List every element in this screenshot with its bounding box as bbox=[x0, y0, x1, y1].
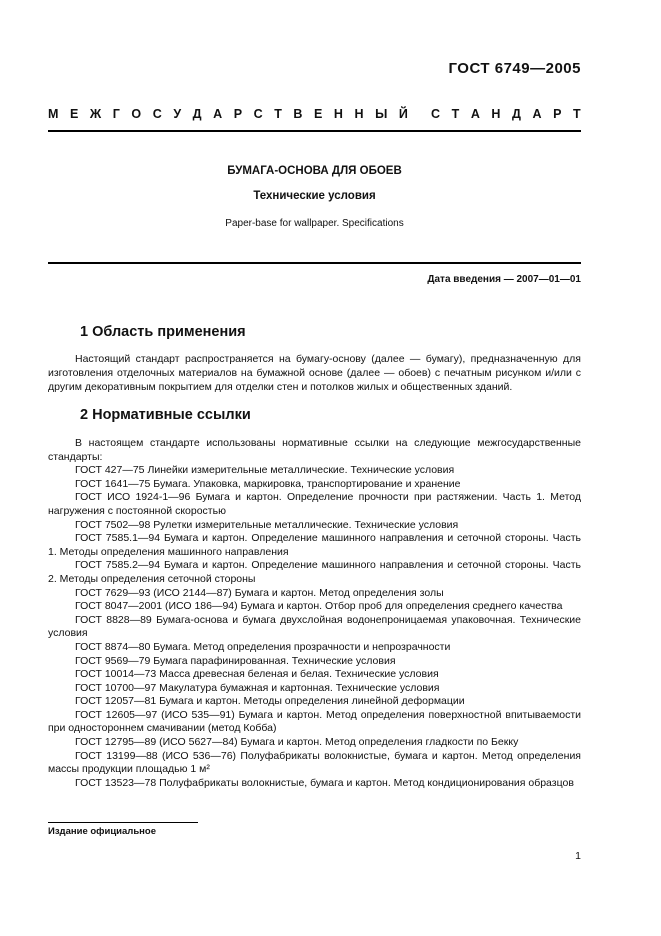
standard-kind-letter: Ж bbox=[89, 107, 102, 121]
reference-item: ГОСТ 8828—89 Бумага-основа и бумага двухслойная водонепроницаемая упаковочная. Технические условия bbox=[48, 613, 581, 640]
document-subtitle: Технические условия bbox=[253, 190, 376, 202]
standard-kind-letter: Р bbox=[553, 107, 562, 121]
reference-item: ГОСТ 8874—80 Бумага. Метод определения прозрачности и непрозрачности bbox=[75, 640, 451, 653]
reference-item: ГОСТ 12605—97 (ИСО 535—91) Бумага и картон. Метод определения поверхностной впитываемости при одностороннем смачивании (метод Кобба) bbox=[48, 708, 581, 735]
standard-kind-letter: С bbox=[431, 107, 441, 121]
standard-kind-letter: Е bbox=[69, 107, 79, 121]
standard-kind-letter: Г bbox=[112, 107, 120, 121]
standard-kind-letter: О bbox=[131, 107, 142, 121]
reference-item: ГОСТ 7629—93 (ИСО 2144—87) Бумага и картон. Метод определения золы bbox=[75, 586, 444, 599]
section-1-paragraph: Настоящий стандарт распространяется на бумагу-основу (далее — бумагу), предназначенную для изготовления отделочных материалов на бумажной основе (далее — обоев) с печатным рисунком и/или с другим декоративным покрытием для отделки стен и потолков жилых и общественных зданий. bbox=[48, 353, 581, 393]
section-1-text bbox=[48, 352, 581, 394]
standard-kind-letter: Ы bbox=[375, 107, 388, 121]
middle-divider bbox=[48, 262, 581, 264]
standard-kind-letter: Р bbox=[233, 107, 243, 121]
reference-item: ГОСТ 7585.1—94 Бумага и картон. Определение машинного направления и сеточной стороны. Часть 1. Методы определения машинного направления bbox=[48, 532, 581, 558]
reference-item: ГОСТ 7585.2—94 Бумага и картон. Определение машинного направления и сеточной стороны. Часть 2. Методы определения сеточной стороны bbox=[48, 559, 581, 585]
standard-kind-letter: Н bbox=[491, 107, 501, 121]
standard-kind-letter: Д bbox=[512, 107, 521, 121]
section-1-heading: 1 Область применения bbox=[80, 324, 246, 340]
standard-kind-letter: Н bbox=[333, 107, 343, 121]
standard-kind-letter: А bbox=[532, 107, 542, 121]
introduction-date: Дата введения — 2007—01—01 bbox=[427, 274, 581, 285]
standard-kind-letter: Т bbox=[451, 107, 460, 121]
reference-item: ГОСТ ИСО 1924-1—96 Бумага и картон. Определение прочности при растяжении. Часть 1. Метод нагружения с постоянной скоростью bbox=[48, 491, 581, 517]
reference-item: ГОСТ 13199—88 (ИСО 536—76) Полуфабрикаты волокнистые, бумага и картон. Метод определения массы продукции площадью 1 м² bbox=[48, 749, 581, 776]
standard-kind-letter: Т bbox=[274, 107, 282, 121]
references-list bbox=[48, 437, 581, 790]
reference-item: ГОСТ 12057—81 Бумага и картон. Методы определения линейной деформации bbox=[75, 695, 465, 708]
standard-kind-letter: В bbox=[293, 107, 303, 121]
english-title: Paper-base for wallpaper. Specifications bbox=[225, 218, 404, 229]
document-code: ГОСТ 6749—2005 bbox=[448, 60, 581, 77]
reference-item: ГОСТ 12795—89 (ИСО 5627—84) Бумага и картон. Метод определения гладкости по Бекку bbox=[75, 736, 519, 749]
section-2-heading: 2 Нормативные ссылки bbox=[80, 407, 251, 423]
page-number: 1 bbox=[575, 850, 581, 862]
standard-kind-letter: Й bbox=[398, 107, 408, 121]
standard-kind-letter: Т bbox=[572, 107, 581, 121]
reference-item: ГОСТ 8047—2001 (ИСО 186—94) Бумага и картон. Отбор проб для определения среднего качества bbox=[75, 600, 563, 613]
document-title: БУМАГА-ОСНОВА ДЛЯ ОБОЕВ bbox=[227, 165, 402, 177]
reference-item: ГОСТ 13523—78 Полуфабрикаты волокнистые, бумага и картон. Метод кондиционирования образцов bbox=[75, 776, 574, 789]
standard-kind-letter: Н bbox=[354, 107, 364, 121]
reference-item: ГОСТ 10014—73 Масса древесная беленая и белая. Технические условия bbox=[75, 668, 439, 681]
reference-item: ГОСТ 427—75 Линейки измерительные металлические. Технические условия bbox=[75, 464, 455, 477]
standard-kind-letter: А bbox=[213, 107, 223, 121]
reference-item: ГОСТ 9569—79 Бумага парафинированная. Технические условия bbox=[75, 654, 396, 667]
standard-kind-letter: У bbox=[173, 107, 182, 121]
reference-item: ГОСТ 7502—98 Рулетки измерительные металлические. Технические условия bbox=[75, 518, 459, 531]
standard-kind-letter: М bbox=[48, 107, 59, 121]
top-divider bbox=[48, 130, 581, 132]
standard-kind-letter: А bbox=[470, 107, 480, 121]
edition-note: Издание официальное bbox=[48, 826, 156, 837]
standard-kind-letter: Е bbox=[314, 107, 323, 121]
footer-divider bbox=[48, 822, 198, 823]
reference-item: ГОСТ 10700—97 Макулатура бумажная и картонная. Технические условия bbox=[75, 681, 440, 694]
reference-item: ГОСТ 1641—75 Бумага. Упаковка, маркировка, транспортирование и хранение bbox=[75, 477, 461, 490]
standard-kind-letter: С bbox=[253, 107, 263, 121]
reference-item: В настоящем стандарте использованы нормативные ссылки на следующие межгосударственные стандарты: bbox=[48, 437, 581, 463]
standard-kind-heading bbox=[48, 107, 581, 121]
standard-kind-letter: С bbox=[152, 107, 162, 121]
standard-kind-letter: Д bbox=[192, 107, 202, 121]
